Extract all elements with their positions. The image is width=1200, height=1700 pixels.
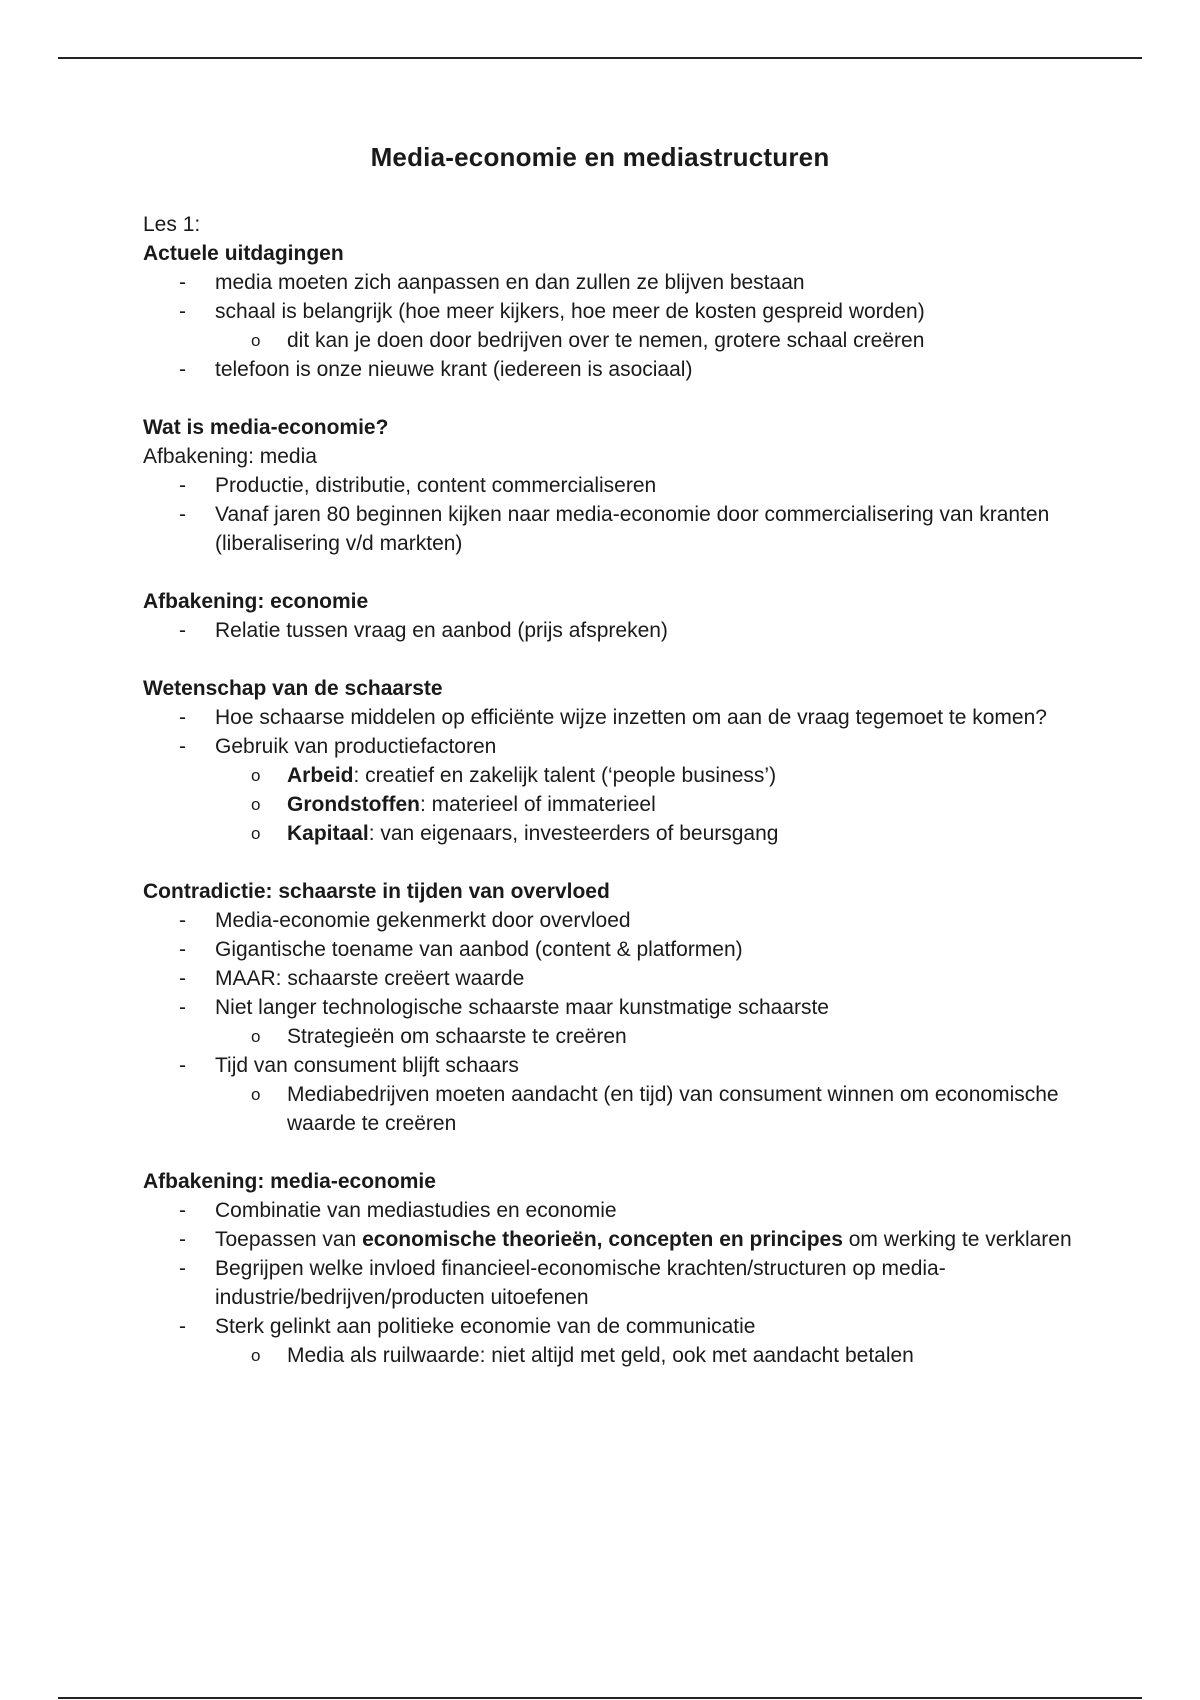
list-item (143, 1225, 1073, 1254)
list-item (143, 268, 1073, 297)
sub-bullet-list (215, 1080, 1073, 1138)
dash-bullet-icon: - (179, 967, 186, 990)
list-item-text: Gebruik van productiefactoren (215, 735, 497, 758)
dash-bullet-icon: - (179, 300, 186, 323)
list-item-text: Vanaf jaren 80 beginnen kijken naar media-economie door commercialisering van kranten (liberalisering v/d markten) (215, 503, 1050, 555)
bullet-list (143, 616, 1073, 645)
spacer (143, 558, 1073, 587)
sub-bullet-list (215, 1022, 1073, 1051)
spacer (143, 384, 1073, 413)
circle-bullet-icon: o (251, 824, 261, 843)
sub-list-item-text: Mediabedrijven moeten aandacht (en tijd) van consument winnen om economische waarde te creëren (287, 1083, 1059, 1135)
bullet-list (143, 906, 1073, 1138)
dash-bullet-icon: - (179, 271, 186, 294)
spacer (143, 848, 1073, 877)
section-heading-contradictie: Contradictie: schaarste in tijden van overvloed (143, 880, 610, 903)
circle-bullet-icon: o (251, 766, 261, 785)
list-item-text: Productie, distributie, content commercialiseren (215, 474, 657, 497)
sub-list-item-text: Strategieën om schaarste te creëren (287, 1025, 627, 1048)
dash-bullet-icon: - (179, 706, 186, 729)
term-kapitaal: Kapitaal (287, 822, 369, 845)
list-item-text: Sterk gelinkt aan politieke economie van de communicatie (215, 1315, 756, 1338)
list-item-text: schaal is belangrijk (hoe meer kijkers, hoe meer de kosten gespreid worden) (215, 300, 925, 323)
list-item-text: Begrijpen welke invloed financieel-economische krachten/structuren op media-industrie/bedrijven/producten uitoefenen (215, 1257, 946, 1309)
list-item-text: Gigantische toename van aanbod (content & platformen) (215, 938, 743, 961)
circle-bullet-icon: o (251, 795, 261, 814)
dash-bullet-icon: - (179, 938, 186, 961)
list-item-text: Hoe schaarse middelen op efficiënte wijze inzetten om aan de vraag tegemoet te komen? (215, 706, 1047, 729)
sub-list-item-text: : van eigenaars, investeerders of beursgang (368, 822, 779, 845)
sub-list-item (215, 819, 1073, 848)
sub-list-item (215, 1080, 1073, 1138)
list-item (143, 1254, 1073, 1312)
dash-bullet-icon: - (179, 735, 186, 758)
list-item-text: media moeten zich aanpassen en dan zullen ze blijven bestaan (215, 271, 805, 294)
section-heading-economie: Afbakening: economie (143, 590, 369, 613)
section-heading-media-economie: Afbakening: media-economie (143, 1170, 436, 1193)
list-item (143, 732, 1073, 848)
dash-bullet-icon: - (179, 1054, 186, 1077)
list-item-text: Niet langer technologische schaarste maar kunstmatige schaarste (215, 996, 829, 1019)
list-item (143, 703, 1073, 732)
bullet-list (143, 268, 1073, 384)
dash-bullet-icon: - (179, 474, 186, 497)
list-item-text: Relatie tussen vraag en aanbod (prijs afspreken) (215, 619, 668, 642)
emphasis-text: economische theorieën, concepten en principes (362, 1228, 843, 1251)
list-item (143, 935, 1073, 964)
sub-list-item (215, 790, 1073, 819)
sub-list-item-text: dit kan je doen door bedrijven over te nemen, grotere schaal creëren (287, 329, 925, 352)
sub-list-item (215, 1341, 1073, 1370)
section-heading-actuele: Actuele uitdagingen (143, 242, 344, 265)
spacer (143, 645, 1073, 674)
circle-bullet-icon: o (251, 1085, 261, 1104)
sub-list-item-text: : materieel of immaterieel (419, 793, 656, 816)
bottom-rule (58, 1697, 1142, 1699)
list-item-text: telefoon is onze nieuwe krant (iedereen is asociaal) (215, 358, 693, 381)
bullet-list (143, 1196, 1073, 1370)
list-item (143, 964, 1073, 993)
dash-bullet-icon: - (179, 996, 186, 1019)
dash-bullet-icon: - (179, 1315, 186, 1338)
list-item (143, 616, 1073, 645)
dash-bullet-icon: - (179, 909, 186, 932)
list-item (143, 1051, 1073, 1138)
list-item (143, 1196, 1073, 1225)
list-item-text: Combinatie van mediastudies en economie (215, 1199, 617, 1222)
list-item (143, 906, 1073, 935)
list-item (143, 993, 1073, 1051)
dash-bullet-icon: - (179, 1199, 186, 1222)
bullet-list (143, 471, 1073, 558)
list-item-text: Media-economie gekenmerkt door overvloed (215, 909, 631, 932)
list-item-text: om werking te verklaren (842, 1228, 1072, 1251)
term-arbeid: Arbeid (287, 764, 354, 787)
list-item-text: MAAR: schaarste creëert waarde (215, 967, 525, 990)
dash-bullet-icon: - (179, 1228, 186, 1251)
section-heading-wat-is: Wat is media-economie? (143, 416, 389, 439)
sub-bullet-list (215, 761, 1073, 848)
dash-bullet-icon: - (179, 358, 186, 381)
circle-bullet-icon: o (251, 1346, 261, 1365)
term-grondstoffen: Grondstoffen (287, 793, 420, 816)
sub-list-item (215, 326, 1073, 355)
list-item (143, 471, 1073, 500)
dash-bullet-icon: - (179, 503, 186, 526)
list-item (143, 500, 1073, 558)
section-subline: Afbakening: media (143, 445, 317, 468)
spacer (143, 1138, 1073, 1167)
list-item-text: Tijd van consument blijft schaars (215, 1054, 519, 1077)
circle-bullet-icon: o (251, 331, 261, 350)
bullet-list (143, 703, 1073, 848)
dash-bullet-icon: - (179, 1257, 186, 1280)
sub-bullet-list (215, 1341, 1073, 1370)
list-item (143, 297, 1073, 355)
list-item-text: Toepassen van (215, 1228, 363, 1251)
list-item (143, 355, 1073, 384)
sub-list-item-text: : creatief en zakelijk talent (‘people business’) (353, 764, 777, 787)
document-body (143, 210, 1073, 1370)
sub-bullet-list (215, 326, 1073, 355)
lesson-label: Les 1: (143, 213, 201, 236)
section-heading-schaarste: Wetenschap van de schaarste (143, 677, 443, 700)
sub-list-item (215, 1022, 1073, 1051)
document-title: Media-economie en mediastructuren (370, 142, 830, 172)
list-item (143, 1312, 1073, 1370)
circle-bullet-icon: o (251, 1027, 261, 1046)
top-rule (58, 57, 1142, 59)
sub-list-item-text: Media als ruilwaarde: niet altijd met geld, ook met aandacht betalen (287, 1344, 914, 1367)
dash-bullet-icon: - (179, 619, 186, 642)
sub-list-item (215, 761, 1073, 790)
